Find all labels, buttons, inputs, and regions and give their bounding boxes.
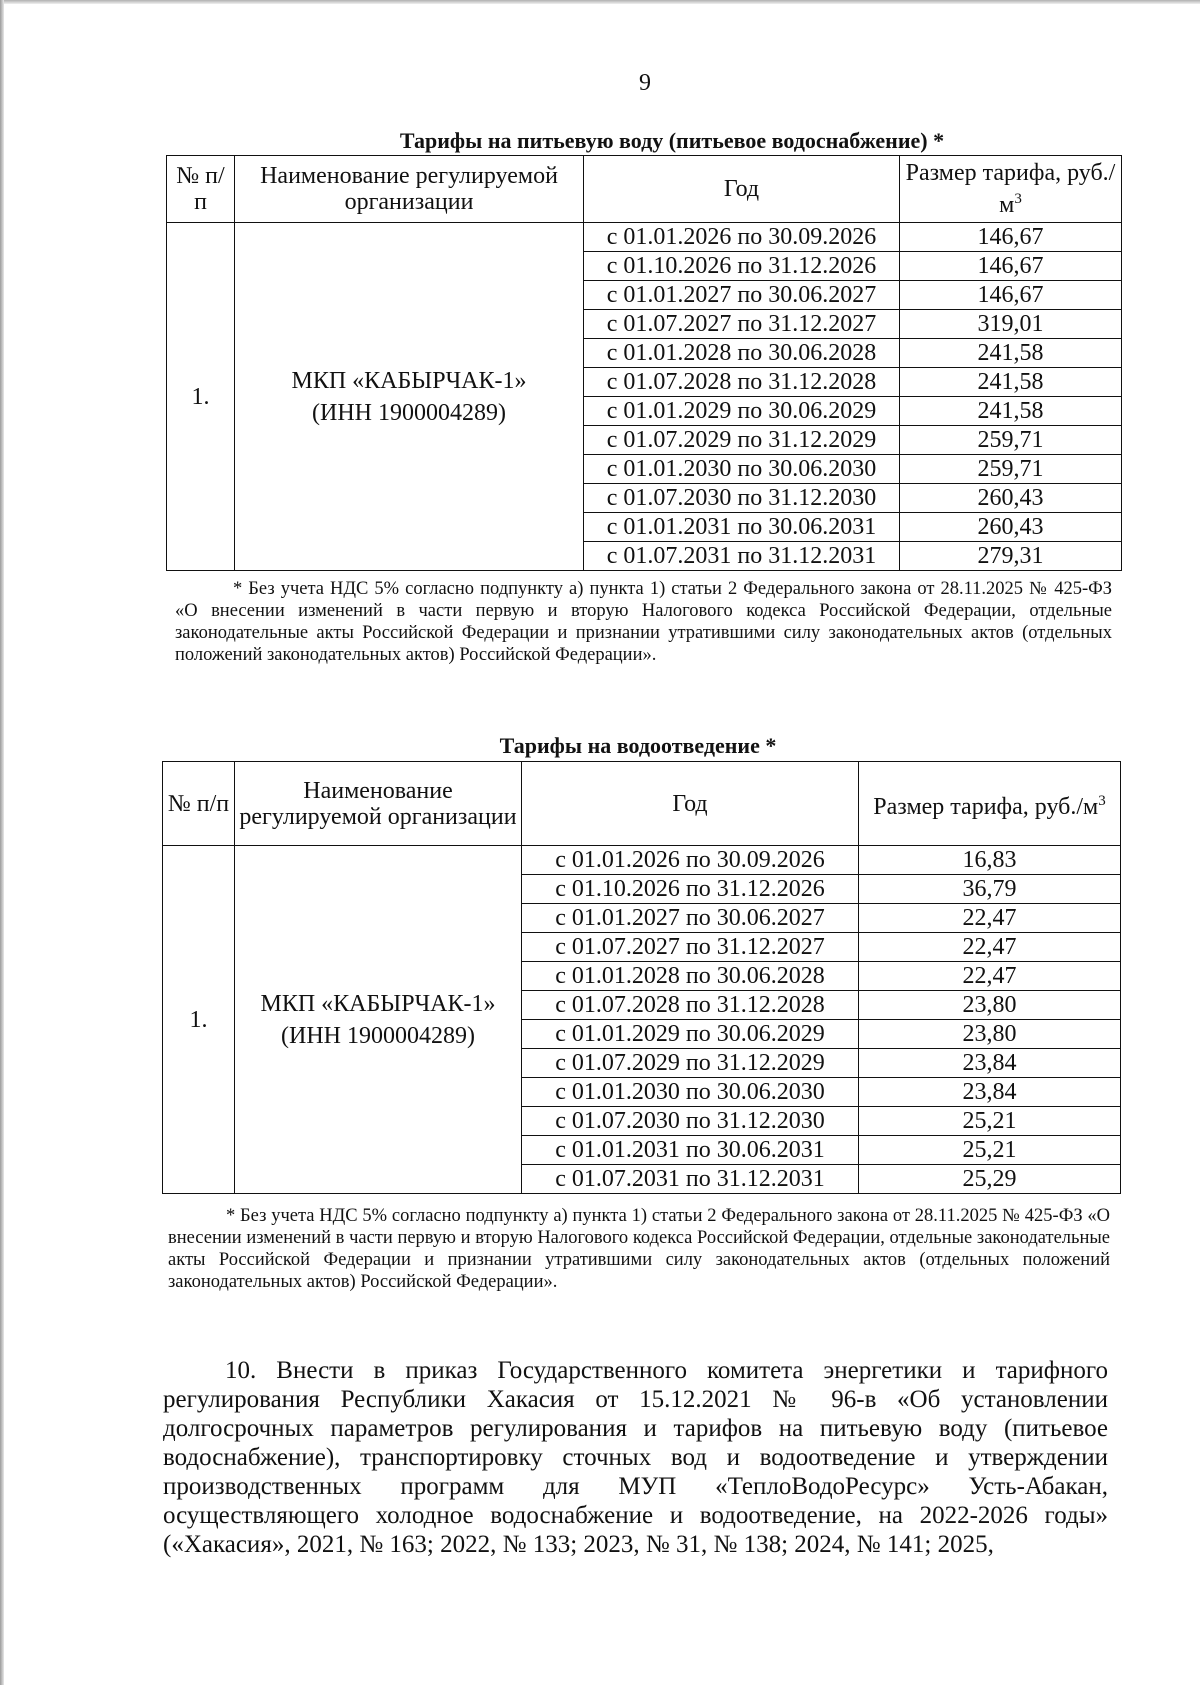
period-cell: с 01.01.2026 по 30.09.2026 [522, 846, 859, 875]
table1-header-org: Наименование регулируемой организации [235, 156, 584, 223]
table2-header-rate [859, 762, 1121, 846]
table1-org-cell [235, 223, 584, 571]
table1-row-number: 1. [167, 223, 235, 571]
period-cell: с 01.01.2031 по 30.06.2031 [522, 1136, 859, 1165]
period-cell: с 01.07.2027 по 31.12.2027 [584, 310, 900, 339]
rate-cell: 23,84 [859, 1049, 1121, 1078]
table1-header-year: Год [584, 156, 900, 223]
table2-caption: Тарифы на водоотведение * [499, 733, 777, 758]
table1-header-rate-sup: 3 [1014, 191, 1022, 207]
rate-cell: 259,71 [900, 455, 1122, 484]
paragraph-10-text: 10. Внести в приказ Государственного комитета энергетики и тарифного регулирования Республики Хакасия от 15.12.2021 № 96-в «Об установлении долгосрочных параметров регулирования и тарифов на питьевую воду (питьевое водоснабжение), транспортировку сточных вод и водоотведение и утверждении производственных программ для МУП «ТеплоВодоРесурс» Усть-Абакан, осуществляющего холодное водоснабжение и водоотведение, на 2022-2026 годы» («Хакасия», 2021, № 163; 2022, № 133; 2023, № 31, № 138; 2024, № 141; 2025, [163, 1357, 1108, 1558]
table2-body [163, 846, 1121, 1194]
table2-header-rate-label: Размер тарифа, руб./м [873, 793, 1099, 820]
scan-edge-left [0, 0, 4, 1685]
period-cell: с 01.01.2029 по 30.06.2029 [584, 397, 900, 426]
rate-cell: 16,83 [859, 846, 1121, 875]
table1-drinking-water-tariffs [166, 155, 1122, 571]
period-cell: с 01.07.2030 по 31.12.2030 [522, 1107, 859, 1136]
org-name: МКП «КАБЫРЧАК-1» [291, 367, 527, 394]
rate-cell: 279,31 [900, 542, 1122, 571]
table2-header-org: Наименование регулируемой организации [235, 762, 522, 846]
org-name: МКП «КАБЫРЧАК-1» [260, 990, 496, 1017]
table1-header-rate [900, 156, 1122, 223]
org-inn: (ИНН 1900004289) [312, 399, 506, 426]
period-cell: с 01.01.2026 по 30.09.2026 [584, 223, 900, 252]
rate-cell: 23,80 [859, 1020, 1121, 1049]
rate-cell: 146,67 [900, 223, 1122, 252]
table2-header-year: Год [522, 762, 859, 846]
table2-row-number: 1. [163, 846, 235, 1194]
period-cell: с 01.01.2028 по 30.06.2028 [522, 962, 859, 991]
rate-cell: 36,79 [859, 875, 1121, 904]
rate-cell: 23,84 [859, 1078, 1121, 1107]
table2-header-num: № п/п [163, 762, 235, 846]
table1-footnote-text: * Без учета НДС 5% согласно подпункту а) пункта 1) статьи 2 Федерального закона от 28.11.2025 № 425-ФЗ «О внесении изменений в части первую и вторую Налогового кодекса Российской Федерации, отдельные законодательные акты Российской Федерации и признании утратившими силу законодательных актов (отдельных положений законодательных актов) Российской Федерации». [175, 579, 1112, 665]
table1-caption: Тарифы на питьевую воду (питьевое водоснабжение) * [399, 128, 945, 153]
table-row [163, 846, 1121, 875]
period-cell: с 01.01.2031 по 30.06.2031 [584, 513, 900, 542]
period-cell: с 01.07.2028 по 31.12.2028 [522, 991, 859, 1020]
period-cell: с 01.01.2027 по 30.06.2027 [584, 281, 900, 310]
period-cell: с 01.01.2027 по 30.06.2027 [522, 904, 859, 933]
rate-cell: 259,71 [900, 426, 1122, 455]
rate-cell: 25,29 [859, 1165, 1121, 1194]
period-cell: с 01.07.2031 по 31.12.2031 [584, 542, 900, 571]
period-cell: с 01.07.2028 по 31.12.2028 [584, 368, 900, 397]
period-cell: с 01.10.2026 по 31.12.2026 [584, 252, 900, 281]
rate-cell: 146,67 [900, 252, 1122, 281]
table2-footnote-text: * Без учета НДС 5% согласно подпункту а) пункта 1) статьи 2 Федерального закона от 28.11.2025 № 425-ФЗ «О внесении изменений в части первую и вторую Налогового кодекса Российской Федерации, отдельные законодательные акты Российской Федерации и признании утратившими силу законодательных актов (отдельных положений законодательных актов) Российской Федерации». [168, 1206, 1110, 1292]
period-cell: с 01.07.2027 по 31.12.2027 [522, 933, 859, 962]
rate-cell: 22,47 [859, 904, 1121, 933]
table2-org-cell [235, 846, 522, 1194]
rate-cell: 146,67 [900, 281, 1122, 310]
period-cell: с 01.01.2028 по 30.06.2028 [584, 339, 900, 368]
table2-header-rate-sup: 3 [1098, 792, 1106, 809]
table1-footnote [175, 578, 1112, 666]
period-cell: с 01.07.2031 по 31.12.2031 [522, 1165, 859, 1194]
period-cell: с 01.07.2030 по 31.12.2030 [584, 484, 900, 513]
rate-cell: 241,58 [900, 339, 1122, 368]
table2-footnote [168, 1205, 1110, 1293]
table-row [167, 223, 1122, 252]
rate-cell: 23,80 [859, 991, 1121, 1020]
scan-edge-top [0, 0, 1200, 4]
table1-body [167, 223, 1122, 571]
rate-cell: 241,58 [900, 368, 1122, 397]
rate-cell: 241,58 [900, 397, 1122, 426]
period-cell: с 01.01.2030 по 30.06.2030 [584, 455, 900, 484]
org-inn: (ИНН 1900004289) [281, 1022, 475, 1049]
rate-cell: 260,43 [900, 513, 1122, 542]
period-cell: с 01.01.2030 по 30.06.2030 [522, 1078, 859, 1107]
page-number: 9 [639, 70, 651, 96]
table1-header-rate-label: Размер тарифа, руб./м [905, 160, 1116, 218]
period-cell: с 01.01.2029 по 30.06.2029 [522, 1020, 859, 1049]
paragraph-10 [163, 1356, 1108, 1559]
rate-cell: 25,21 [859, 1107, 1121, 1136]
rate-cell: 22,47 [859, 962, 1121, 991]
rate-cell: 25,21 [859, 1136, 1121, 1165]
period-cell: с 01.07.2029 по 31.12.2029 [584, 426, 900, 455]
table2-wastewater-tariffs [162, 761, 1121, 1194]
table1-header-num: № п/п [167, 156, 235, 223]
rate-cell: 319,01 [900, 310, 1122, 339]
period-cell: с 01.07.2029 по 31.12.2029 [522, 1049, 859, 1078]
rate-cell: 260,43 [900, 484, 1122, 513]
rate-cell: 22,47 [859, 933, 1121, 962]
period-cell: с 01.10.2026 по 31.12.2026 [522, 875, 859, 904]
